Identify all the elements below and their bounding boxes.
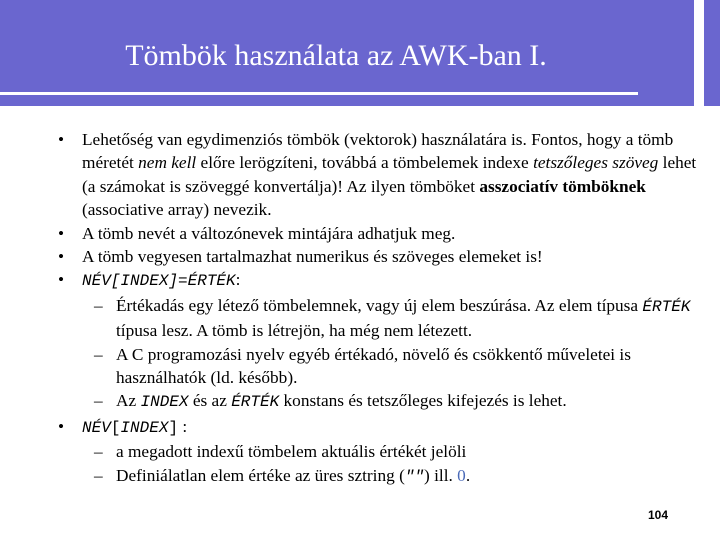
bullet-mixed-elements — [0, 245, 720, 268]
dash-marker: – — [94, 442, 103, 462]
code-index: INDEX — [120, 418, 169, 437]
header-accent-strip — [694, 0, 704, 106]
code-empty-string: "" — [404, 467, 425, 486]
code-ertek: ÉRTÉK — [642, 297, 691, 316]
bold-asszociativ-tombok: asszociatív tömböknek — [479, 176, 646, 196]
text-segment: és az — [188, 391, 232, 411]
text-segment: A tömb vegyesen tartalmazhat numerikus és szöveges elemeket is! — [82, 247, 543, 267]
bullet-assignment-syntax — [0, 268, 720, 293]
code-assignment: NÉV[INDEX]=ÉRTÉK — [82, 272, 236, 291]
text-segment: Definiálatlan elem értéke az üres sztring ( — [116, 465, 405, 485]
dash-marker: – — [94, 391, 103, 411]
bullet-array-name — [0, 222, 720, 245]
code-zero: 0 — [457, 465, 466, 485]
text-segment: . — [465, 465, 471, 485]
sub-current-value — [0, 440, 720, 463]
bullet-marker: • — [58, 270, 65, 290]
code-index: INDEX — [140, 393, 189, 412]
slide-body — [0, 128, 720, 489]
emphasis-nem-kell: nem kell — [138, 153, 197, 173]
code-bracket: [ — [110, 418, 121, 437]
code-name: NÉV — [82, 418, 111, 437]
slide-title: Tömbök használata az AWK-ban I. — [125, 39, 547, 72]
sub-assignment-desc — [0, 294, 720, 343]
title-underline — [0, 92, 638, 95]
text-segment: Az — [116, 391, 141, 411]
text-segment: konstans és tetszőleges kifejezés is lehet. — [279, 391, 567, 411]
dash-marker: – — [94, 295, 103, 315]
code-ertek: ÉRTÉK — [231, 393, 280, 412]
bullet-marker: • — [58, 130, 65, 149]
text-segment: lehet (a számokat is szöveggé konvertálja)! Az ilyen tömböket — [82, 153, 697, 196]
text-segment: a megadott indexű tömbelem aktuális értékét jelöli — [116, 442, 467, 462]
page-number: 104 — [648, 508, 669, 522]
sub-undefined-element — [0, 464, 720, 489]
text-segment: : — [178, 416, 188, 436]
sub-index-value-exprs — [0, 389, 720, 414]
dash-marker: – — [94, 344, 103, 364]
bullet-arrays-intro — [0, 128, 720, 222]
emphasis-tetszoleges-szoveg: tetszőleges szöveg — [533, 153, 659, 173]
text-segment: A C programozási nyelv egyéb értékadó, növelő és csökkentő műveletei is használhatók (ld. később). — [116, 344, 631, 388]
text-segment: előre lerögzíteni, továbbá a tömbelemek indexe — [196, 153, 534, 173]
text-segment: (associative array) nevezik. — [82, 200, 272, 220]
text-segment: típusa lesz. A tömb is létrejön, ha még nem létezett. — [116, 321, 473, 341]
text-segment: ) ill. — [424, 465, 458, 485]
bullet-marker: • — [58, 247, 65, 267]
text-segment: Lehetőség van egydimenziós tömbök (vektorok) használatára is. Fontos, hogy a tömb méretét — [82, 130, 674, 173]
bullet-marker: • — [58, 223, 65, 243]
text-segment: Értékadás egy létező tömbelemnek, vagy új elem beszúrása. Az elem típusa — [116, 295, 643, 315]
text-segment: : — [235, 270, 241, 290]
sub-c-operators — [0, 343, 720, 390]
title-bar — [0, 0, 720, 106]
text-segment: A tömb nevét a változónevek mintájára adhatjuk meg. — [82, 223, 456, 243]
bullet-element-reference — [0, 415, 720, 440]
dash-marker: – — [94, 465, 103, 485]
bullet-marker: • — [58, 416, 65, 436]
code-bracket: ] — [168, 418, 179, 437]
